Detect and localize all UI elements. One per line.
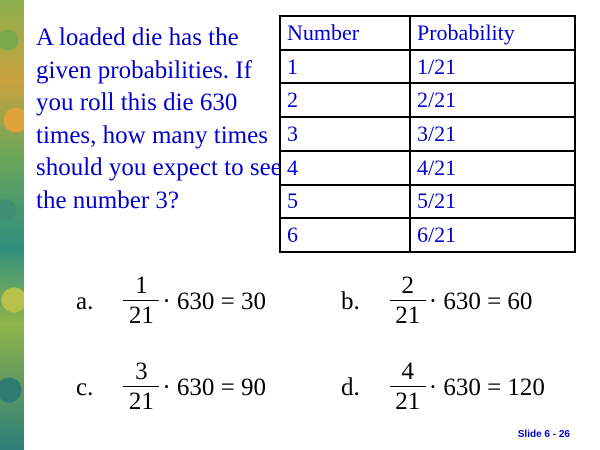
choice-a[interactable] (76, 272, 266, 331)
fraction (390, 272, 426, 331)
column-header-probability: Probability (410, 16, 575, 50)
fraction-denominator: 21 (128, 388, 154, 415)
probability-cell: 4/21 (410, 151, 575, 185)
table-row (280, 185, 575, 219)
table-row (280, 117, 575, 151)
question-text: A loaded die has the given probabilities. If you roll this die 630 times, how many times should you expect to see the number 3? (36, 24, 282, 214)
fraction (390, 358, 426, 417)
probability-cell: 3/21 (410, 117, 575, 151)
probability-cell: 6/21 (410, 218, 575, 252)
probability-table (279, 15, 576, 253)
choice-expression: · 630 = 90 (162, 373, 267, 401)
fraction-numerator: 3 (135, 358, 148, 385)
column-header-number: Number (280, 16, 410, 50)
table-header-row (280, 16, 575, 50)
choice-expression: · 630 = 60 (428, 287, 533, 315)
fraction-numerator: 1 (135, 272, 148, 299)
number-cell: 1 (280, 50, 410, 84)
table-row (280, 218, 575, 252)
number-cell: 3 (280, 117, 410, 151)
fraction-denominator: 21 (395, 302, 421, 329)
fraction (123, 272, 159, 331)
choice-letter: b. (341, 287, 360, 315)
fraction-denominator: 21 (395, 388, 421, 415)
fraction-denominator: 21 (128, 302, 154, 329)
table-row (280, 83, 575, 117)
choice-b[interactable] (341, 272, 532, 331)
fraction-numerator: 4 (401, 358, 414, 385)
fraction-numerator: 2 (401, 272, 414, 299)
choice-expression: · 630 = 30 (162, 287, 267, 315)
number-cell: 5 (280, 185, 410, 219)
number-cell: 2 (280, 83, 410, 117)
decorative-side-strip (0, 0, 24, 450)
fraction (123, 358, 159, 417)
choice-expression: · 630 = 120 (428, 373, 545, 401)
choice-letter: a. (76, 287, 94, 315)
number-cell: 4 (280, 151, 410, 185)
probability-cell: 1/21 (410, 50, 575, 84)
table-row (280, 151, 575, 185)
probability-cell: 2/21 (410, 83, 575, 117)
choice-d[interactable] (341, 358, 545, 417)
probability-cell: 5/21 (410, 185, 575, 219)
table-row (280, 50, 575, 84)
choice-letter: c. (76, 373, 94, 401)
choice-c[interactable] (76, 358, 266, 417)
number-cell: 6 (280, 218, 410, 252)
slide-number-label: Slide 6 - 26 (517, 429, 570, 440)
choice-letter: d. (341, 373, 360, 401)
